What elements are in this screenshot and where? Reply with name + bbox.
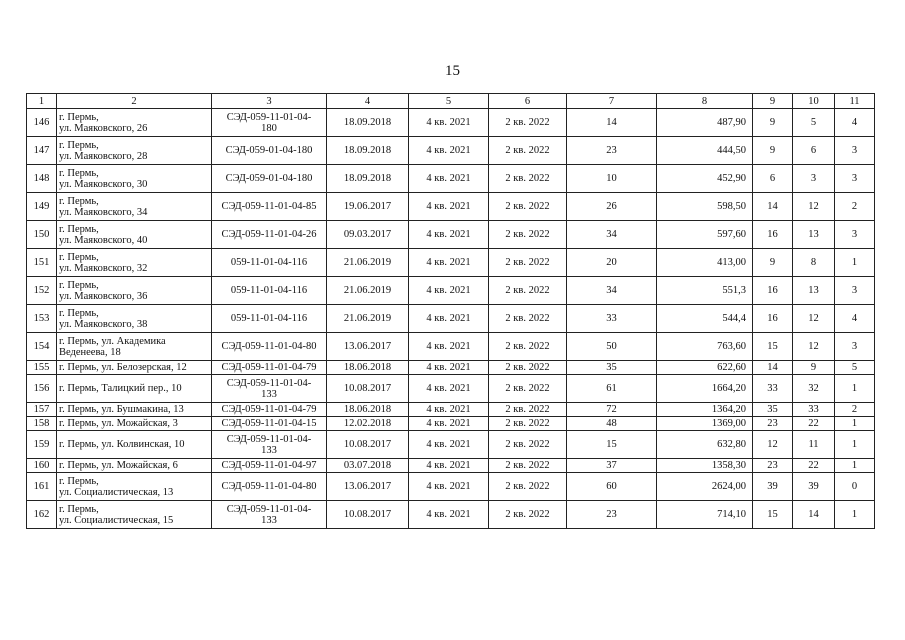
address-cell: [57, 333, 212, 361]
row-number: 156: [27, 375, 57, 403]
date-cell: 10.08.2017: [327, 375, 409, 403]
column-header: 6: [489, 94, 567, 109]
col7-cell: 33: [567, 305, 657, 333]
table-row: [27, 165, 875, 193]
table-row: [27, 249, 875, 277]
col9-cell: 23: [753, 459, 793, 473]
table-row: [27, 137, 875, 165]
quarter-end-cell: 2 кв. 2022: [489, 361, 567, 375]
col9-cell: 16: [753, 277, 793, 305]
quarter-end-cell: 2 кв. 2022: [489, 221, 567, 249]
address-cell-line: ул. Социалистическая, 13: [59, 486, 174, 498]
column-header: 7: [567, 94, 657, 109]
column-header: 10: [793, 94, 835, 109]
row-number: 159: [27, 431, 57, 459]
col10-cell: 12: [793, 193, 835, 221]
quarter-end-cell: 2 кв. 2022: [489, 375, 567, 403]
col7-cell: 50: [567, 333, 657, 361]
quarter-start-cell: 4 кв. 2021: [409, 249, 489, 277]
col9-cell: 9: [753, 249, 793, 277]
col9-cell: 16: [753, 221, 793, 249]
col7-cell: 60: [567, 473, 657, 501]
date-cell: 21.06.2019: [327, 277, 409, 305]
address-cell-line: Веденеева, 18: [59, 346, 121, 358]
date-cell: 18.06.2018: [327, 361, 409, 375]
address-cell-line: г. Пермь, ул. Академика: [59, 335, 166, 347]
date-cell: 10.08.2017: [327, 431, 409, 459]
address-cell: [57, 431, 212, 459]
address-cell-line: г. Пермь,: [59, 475, 99, 487]
address-cell: [57, 375, 212, 403]
document-cell-line: СЭД-059-11-01-04-26: [221, 229, 317, 240]
quarter-start-cell: 4 кв. 2021: [409, 277, 489, 305]
quarter-end-cell: 2 кв. 2022: [489, 137, 567, 165]
table-row: [27, 431, 875, 459]
table-row: [27, 501, 875, 529]
document-cell-line: СЭД-059-11-01-04-: [226, 503, 312, 515]
col8-cell: 1664,20: [657, 375, 753, 403]
col8-cell: 2624,00: [657, 473, 753, 501]
address-cell-line: г. Пермь,: [59, 111, 99, 123]
quarter-end-cell: 2 кв. 2022: [489, 431, 567, 459]
document-cell-line: 133: [261, 388, 277, 400]
quarter-start-cell: 4 кв. 2021: [409, 473, 489, 501]
table-row: [27, 277, 875, 305]
col9-cell: 23: [753, 417, 793, 431]
table-row: [27, 417, 875, 431]
quarter-end-cell: 2 кв. 2022: [489, 193, 567, 221]
quarter-end-cell: 2 кв. 2022: [489, 403, 567, 417]
date-cell: 13.06.2017: [327, 333, 409, 361]
col7-cell: 23: [567, 137, 657, 165]
col11-cell: 1: [835, 417, 875, 431]
document-cell-line: 133: [261, 514, 277, 526]
table-row: [27, 473, 875, 501]
col11-cell: 3: [835, 277, 875, 305]
col9-cell: 6: [753, 165, 793, 193]
document-cell: [212, 431, 327, 459]
col11-cell: 1: [835, 431, 875, 459]
col7-cell: 14: [567, 109, 657, 137]
col8-cell: 413,00: [657, 249, 753, 277]
document-cell: [212, 165, 327, 193]
document-cell: [212, 473, 327, 501]
table-row: [27, 403, 875, 417]
address-cell-line: г. Пермь,: [59, 251, 99, 263]
quarter-start-cell: 4 кв. 2021: [409, 501, 489, 529]
quarter-start-cell: 4 кв. 2021: [409, 417, 489, 431]
col10-cell: 13: [793, 277, 835, 305]
col10-cell: 3: [793, 165, 835, 193]
col11-cell: 3: [835, 137, 875, 165]
table-row: [27, 221, 875, 249]
col7-cell: 34: [567, 277, 657, 305]
address-cell-line: ул. Маяковского, 40: [59, 234, 148, 246]
date-cell: 19.06.2017: [327, 193, 409, 221]
quarter-end-cell: 2 кв. 2022: [489, 165, 567, 193]
document-cell-line: СЭД-059-11-01-04-79: [221, 404, 317, 415]
address-cell: [57, 403, 212, 417]
date-cell: 12.02.2018: [327, 417, 409, 431]
address-cell: [57, 361, 212, 375]
date-cell: 18.09.2018: [327, 137, 409, 165]
col7-cell: 48: [567, 417, 657, 431]
col8-cell: 551,3: [657, 277, 753, 305]
table-row: [27, 375, 875, 403]
col10-cell: 33: [793, 403, 835, 417]
col11-cell: 1: [835, 249, 875, 277]
document-cell: [212, 109, 327, 137]
date-cell: 09.03.2017: [327, 221, 409, 249]
address-cell: [57, 137, 212, 165]
document-cell: [212, 375, 327, 403]
table-row: [27, 109, 875, 137]
col8-cell: 487,90: [657, 109, 753, 137]
row-number: 158: [27, 417, 57, 431]
quarter-end-cell: 2 кв. 2022: [489, 249, 567, 277]
col9-cell: 14: [753, 193, 793, 221]
column-header: 2: [57, 94, 212, 109]
col9-cell: 9: [753, 137, 793, 165]
address-cell-line: г. Пермь,: [59, 279, 99, 291]
document-cell: [212, 459, 327, 473]
address-cell-line: ул. Маяковского, 28: [59, 150, 148, 162]
quarter-end-cell: 2 кв. 2022: [489, 305, 567, 333]
date-cell: 13.06.2017: [327, 473, 409, 501]
address-cell: [57, 165, 212, 193]
column-header: 5: [409, 94, 489, 109]
col8-cell: 1364,20: [657, 403, 753, 417]
col11-cell: 1: [835, 375, 875, 403]
quarter-end-cell: 2 кв. 2022: [489, 417, 567, 431]
address-cell-line: ул. Социалистическая, 15: [59, 514, 174, 526]
column-header: 9: [753, 94, 793, 109]
row-number: 147: [27, 137, 57, 165]
date-cell: 18.09.2018: [327, 109, 409, 137]
col10-cell: 8: [793, 249, 835, 277]
address-cell-line: г. Пермь,: [59, 503, 99, 515]
col9-cell: 39: [753, 473, 793, 501]
document-cell: [212, 193, 327, 221]
address-cell: [57, 459, 212, 473]
row-number: 149: [27, 193, 57, 221]
date-cell: 10.08.2017: [327, 501, 409, 529]
address-cell-line: г. Пермь, ул. Можайская, 3: [59, 418, 178, 429]
col10-cell: 9: [793, 361, 835, 375]
quarter-start-cell: 4 кв. 2021: [409, 361, 489, 375]
col11-cell: 2: [835, 403, 875, 417]
col10-cell: 39: [793, 473, 835, 501]
date-cell: 21.06.2019: [327, 249, 409, 277]
document-cell-line: 059-11-01-04-116: [230, 313, 308, 324]
col11-cell: 3: [835, 165, 875, 193]
col11-cell: 1: [835, 501, 875, 529]
address-cell-line: ул. Маяковского, 32: [59, 262, 148, 274]
row-number: 152: [27, 277, 57, 305]
col9-cell: 9: [753, 109, 793, 137]
document-cell: [212, 361, 327, 375]
document-cell-line: 059-11-01-04-116: [230, 285, 308, 296]
col10-cell: 14: [793, 501, 835, 529]
document-cell-line: СЭД-059-11-01-04-: [226, 111, 312, 123]
quarter-end-cell: 2 кв. 2022: [489, 459, 567, 473]
date-cell: 18.06.2018: [327, 403, 409, 417]
quarter-end-cell: 2 кв. 2022: [489, 333, 567, 361]
col11-cell: 3: [835, 333, 875, 361]
col11-cell: 4: [835, 109, 875, 137]
document-cell: [212, 333, 327, 361]
date-cell: 03.07.2018: [327, 459, 409, 473]
table-row: [27, 193, 875, 221]
col8-cell: 622,60: [657, 361, 753, 375]
document-cell-line: СЭД-059-11-01-04-15: [221, 418, 317, 429]
address-cell: [57, 277, 212, 305]
col7-cell: 72: [567, 403, 657, 417]
address-cell-line: г. Пермь, ул. Колвинская, 10: [59, 439, 185, 450]
document-cell: [212, 249, 327, 277]
document-cell-line: 180: [261, 122, 277, 134]
col9-cell: 35: [753, 403, 793, 417]
col10-cell: 32: [793, 375, 835, 403]
col10-cell: 12: [793, 333, 835, 361]
col8-cell: 1369,00: [657, 417, 753, 431]
col10-cell: 11: [793, 431, 835, 459]
col7-cell: 37: [567, 459, 657, 473]
quarter-start-cell: 4 кв. 2021: [409, 109, 489, 137]
col7-cell: 23: [567, 501, 657, 529]
row-number: 148: [27, 165, 57, 193]
col8-cell: 632,80: [657, 431, 753, 459]
address-cell-line: г. Пермь,: [59, 195, 99, 207]
col7-cell: 20: [567, 249, 657, 277]
quarter-start-cell: 4 кв. 2021: [409, 375, 489, 403]
housing-table: [26, 93, 875, 529]
col10-cell: 13: [793, 221, 835, 249]
date-cell: 21.06.2019: [327, 305, 409, 333]
col8-cell: 763,60: [657, 333, 753, 361]
address-cell: [57, 473, 212, 501]
document-cell-line: СЭД-059-01-04-180: [225, 173, 313, 184]
col11-cell: 5: [835, 361, 875, 375]
col8-cell: 597,60: [657, 221, 753, 249]
quarter-end-cell: 2 кв. 2022: [489, 501, 567, 529]
address-cell-line: г. Пермь, ул. Можайская, 6: [59, 460, 178, 471]
col10-cell: 12: [793, 305, 835, 333]
row-number: 162: [27, 501, 57, 529]
address-cell-line: ул. Маяковского, 30: [59, 178, 148, 190]
quarter-start-cell: 4 кв. 2021: [409, 165, 489, 193]
column-header: 3: [212, 94, 327, 109]
document-cell: [212, 277, 327, 305]
document-cell: [212, 221, 327, 249]
quarter-start-cell: 4 кв. 2021: [409, 333, 489, 361]
date-cell: 18.09.2018: [327, 165, 409, 193]
row-number: 150: [27, 221, 57, 249]
col8-cell: 714,10: [657, 501, 753, 529]
quarter-start-cell: 4 кв. 2021: [409, 305, 489, 333]
address-cell-line: г. Пермь, Талицкий пер., 10: [59, 383, 182, 394]
document-cell: [212, 305, 327, 333]
col8-cell: 598,50: [657, 193, 753, 221]
address-cell: [57, 193, 212, 221]
col10-cell: 6: [793, 137, 835, 165]
quarter-end-cell: 2 кв. 2022: [489, 473, 567, 501]
table-row: [27, 459, 875, 473]
quarter-end-cell: 2 кв. 2022: [489, 109, 567, 137]
document-cell: [212, 417, 327, 431]
header-row: [27, 94, 875, 109]
address-cell: [57, 249, 212, 277]
address-cell: [57, 417, 212, 431]
column-header: 1: [27, 94, 57, 109]
document-cell: [212, 137, 327, 165]
table-row: [27, 361, 875, 375]
col9-cell: 12: [753, 431, 793, 459]
quarter-start-cell: 4 кв. 2021: [409, 431, 489, 459]
address-cell: [57, 305, 212, 333]
quarter-start-cell: 4 кв. 2021: [409, 221, 489, 249]
address-cell-line: г. Пермь, ул. Белозерская, 12: [59, 362, 187, 373]
quarter-end-cell: 2 кв. 2022: [489, 277, 567, 305]
quarter-start-cell: 4 кв. 2021: [409, 403, 489, 417]
row-number: 154: [27, 333, 57, 361]
page-number: 15: [445, 63, 460, 79]
row-number: 153: [27, 305, 57, 333]
quarter-start-cell: 4 кв. 2021: [409, 137, 489, 165]
address-cell-line: ул. Маяковского, 34: [59, 206, 148, 218]
document-cell-line: СЭД-059-11-01-04-: [226, 377, 312, 389]
col8-cell: 452,90: [657, 165, 753, 193]
row-number: 155: [27, 361, 57, 375]
address-cell-line: г. Пермь,: [59, 139, 99, 151]
document-cell-line: 059-11-01-04-116: [230, 257, 308, 268]
address-cell-line: ул. Маяковского, 38: [59, 318, 148, 330]
address-cell-line: г. Пермь,: [59, 167, 99, 179]
col7-cell: 34: [567, 221, 657, 249]
col7-cell: 35: [567, 361, 657, 375]
col7-cell: 15: [567, 431, 657, 459]
address-cell: [57, 501, 212, 529]
col8-cell: 1358,30: [657, 459, 753, 473]
address-cell-line: ул. Маяковского, 26: [59, 122, 148, 134]
address-cell: [57, 221, 212, 249]
col9-cell: 33: [753, 375, 793, 403]
document-cell-line: СЭД-059-11-01-04-80: [221, 481, 317, 492]
row-number: 160: [27, 459, 57, 473]
col9-cell: 15: [753, 501, 793, 529]
quarter-start-cell: 4 кв. 2021: [409, 459, 489, 473]
col11-cell: 0: [835, 473, 875, 501]
table-row: [27, 333, 875, 361]
col7-cell: 26: [567, 193, 657, 221]
col8-cell: 544,4: [657, 305, 753, 333]
document-cell-line: СЭД-059-11-01-04-85: [221, 201, 317, 212]
address-cell-line: г. Пермь,: [59, 307, 99, 319]
col9-cell: 15: [753, 333, 793, 361]
address-cell-line: г. Пермь,: [59, 223, 99, 235]
address-cell-line: ул. Маяковского, 36: [59, 290, 148, 302]
column-header: 8: [657, 94, 753, 109]
col9-cell: 14: [753, 361, 793, 375]
col8-cell: 444,50: [657, 137, 753, 165]
document-cell: [212, 403, 327, 417]
column-header: 4: [327, 94, 409, 109]
document-cell-line: 133: [261, 444, 277, 456]
col11-cell: 1: [835, 459, 875, 473]
col11-cell: 4: [835, 305, 875, 333]
col10-cell: 22: [793, 417, 835, 431]
quarter-start-cell: 4 кв. 2021: [409, 193, 489, 221]
col10-cell: 5: [793, 109, 835, 137]
document-cell-line: СЭД-059-11-01-04-80: [221, 341, 317, 352]
document-cell-line: СЭД-059-01-04-180: [225, 145, 313, 156]
col7-cell: 10: [567, 165, 657, 193]
col11-cell: 2: [835, 193, 875, 221]
col7-cell: 61: [567, 375, 657, 403]
document-cell-line: СЭД-059-11-01-04-79: [221, 362, 317, 373]
column-header: 11: [835, 94, 875, 109]
address-cell-line: г. Пермь, ул. Бушмакина, 13: [59, 404, 184, 415]
row-number: 146: [27, 109, 57, 137]
col11-cell: 3: [835, 221, 875, 249]
document-cell-line: СЭД-059-11-01-04-: [226, 433, 312, 445]
table-row: [27, 305, 875, 333]
row-number: 151: [27, 249, 57, 277]
document-cell-line: СЭД-059-11-01-04-97: [221, 460, 317, 471]
address-cell: [57, 109, 212, 137]
col10-cell: 22: [793, 459, 835, 473]
row-number: 161: [27, 473, 57, 501]
document-cell: [212, 501, 327, 529]
row-number: 157: [27, 403, 57, 417]
col9-cell: 16: [753, 305, 793, 333]
